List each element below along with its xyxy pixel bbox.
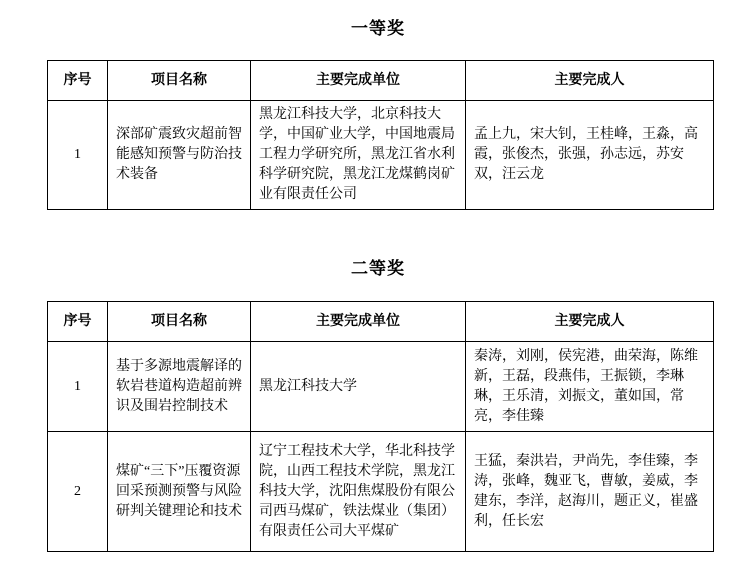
cell-people: 秦涛，刘刚，侯宪港，曲荣海，陈维新，王磊，段燕伟，王振锁，李琳琳，王乐清，刘振文，董如国，常亮，李佳臻 [466, 342, 714, 432]
cell-units: 黑龙江科技大学 [251, 342, 466, 432]
table-row [48, 342, 714, 432]
col-header-people: 主要完成人 [466, 61, 714, 101]
cell-project: 深部矿震致灾超前智能感知预警与防治技术装备 [108, 101, 251, 210]
second-prize-table [47, 301, 714, 552]
first-prize-table [47, 60, 714, 210]
section-title-second-prize: 二等奖 [351, 259, 405, 278]
cell-no: 1 [48, 101, 108, 210]
col-header-no: 序号 [48, 302, 108, 342]
cell-units: 黑龙江科技大学，北京科技大学，中国矿业大学，中国地震局工程力学研究所，黑龙江省水利科学研究院，黑龙江龙煤鹤岗矿业有限责任公司 [251, 101, 466, 210]
col-header-people: 主要完成人 [466, 302, 714, 342]
cell-people: 王猛，秦洪岩，尹尚先，李佳臻，李涛，张峰，魏亚飞，曹敏，姜威，李建东，李洋，赵海川，题正义，崔盛利，任长宏 [466, 432, 714, 552]
cell-no: 1 [48, 342, 108, 432]
section-title-first-prize: 一等奖 [351, 19, 405, 38]
cell-units: 辽宁工程技术大学，华北科技学院，山西工程技术学院，黑龙江科技大学，沈阳焦煤股份有限公司西马煤矿，铁法煤业（集团）有限责任公司大平煤矿 [251, 432, 466, 552]
table-row [48, 101, 714, 210]
col-header-no: 序号 [48, 61, 108, 101]
cell-project: 煤矿“三下”压覆资源回采预测预警与风险研判关键理论和技术 [108, 432, 251, 552]
col-header-units: 主要完成单位 [251, 302, 466, 342]
col-header-project: 项目名称 [108, 61, 251, 101]
cell-no: 2 [48, 432, 108, 552]
second-prize-header-row [48, 302, 714, 342]
col-header-project: 项目名称 [108, 302, 251, 342]
first-prize-header-row [48, 61, 714, 101]
col-header-units: 主要完成单位 [251, 61, 466, 101]
cell-project: 基于多源地震解译的软岩巷道构造超前辨识及围岩控制技术 [108, 342, 251, 432]
table-row [48, 432, 714, 552]
cell-people: 孟上九，宋大钊，王桂峰，王淼，高霞，张俊杰，张强，孙志远，苏安双，汪云龙 [466, 101, 714, 210]
